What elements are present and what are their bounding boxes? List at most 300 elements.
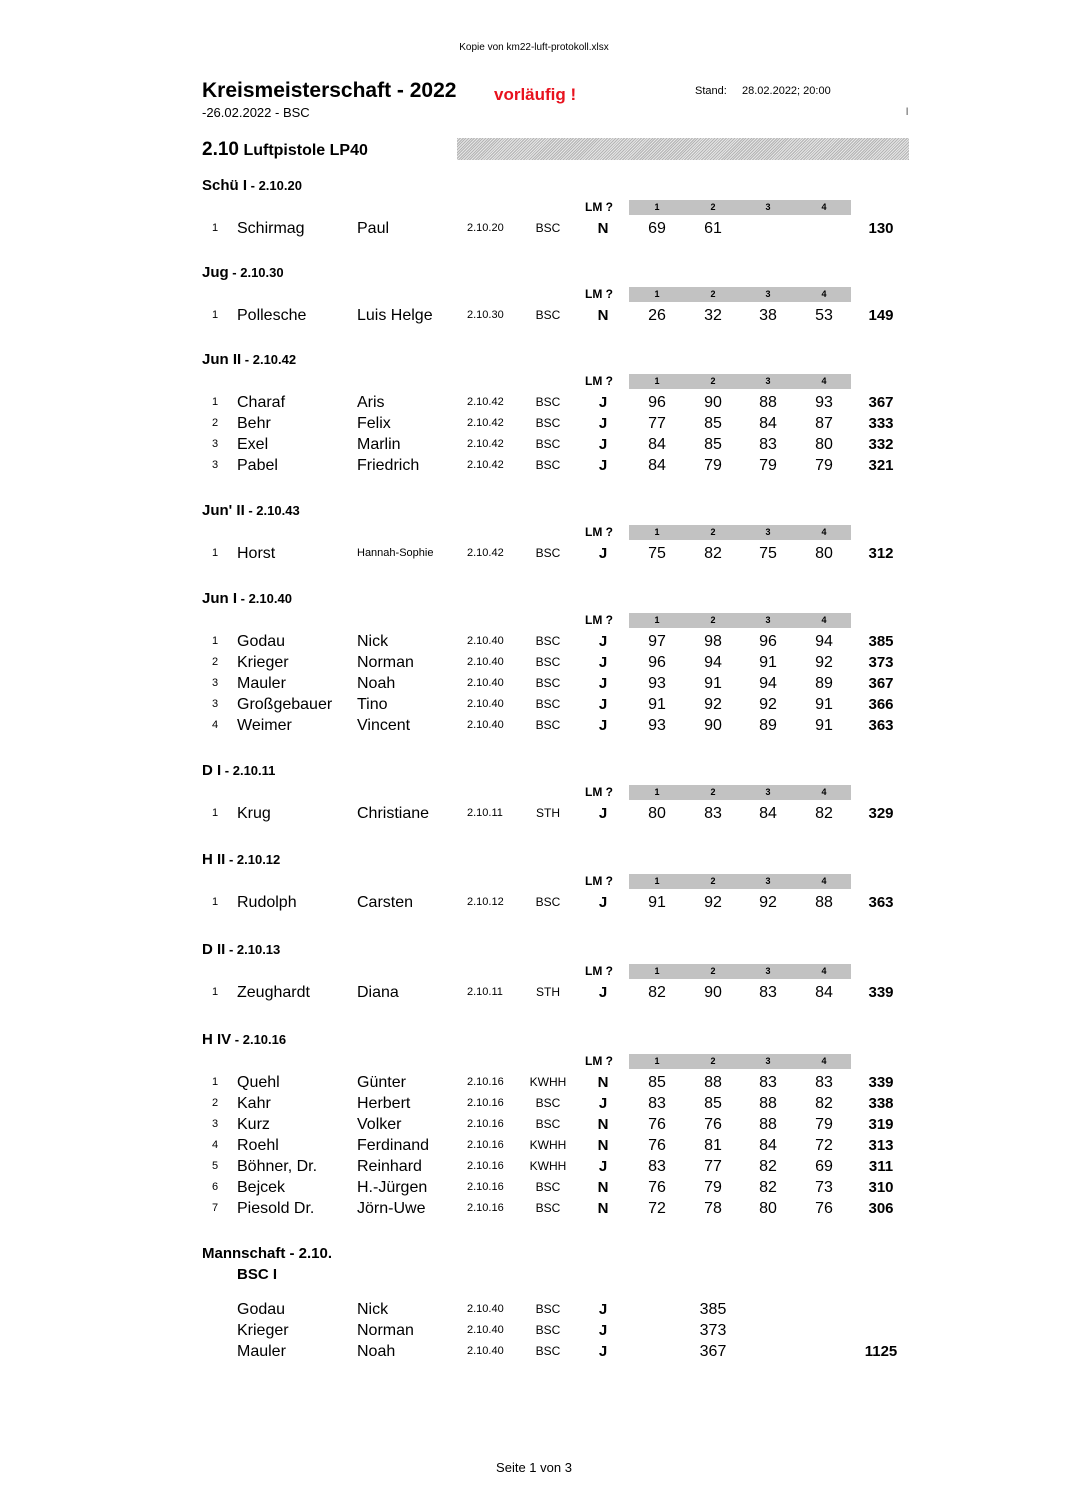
first-name-cell: Aris (357, 394, 385, 411)
first-name-cell: Luis Helge (357, 307, 433, 324)
table-row (0, 392, 1068, 413)
club-cell: KWHH (529, 1138, 567, 1152)
series-score-cell: 91 (815, 717, 833, 734)
lm-header: LM ? (585, 964, 613, 978)
class-cell: 2.10.20 (467, 222, 504, 234)
class-cell: 2.10.16 (467, 1097, 504, 1109)
class-cell: 2.10.42 (467, 547, 504, 559)
rank-cell: 1 (212, 896, 219, 908)
total-cell: 321 (868, 457, 894, 474)
lm-cell: N (597, 1179, 609, 1196)
rank-cell: 1 (212, 986, 219, 998)
lm-header: LM ? (585, 374, 613, 388)
first-name-cell: Norman (357, 654, 414, 671)
group-title (202, 590, 292, 607)
table-row (0, 305, 1068, 326)
series-score-cell: 89 (815, 675, 833, 692)
series-score-cell: 76 (648, 1179, 666, 1196)
series-score-cell: 92 (815, 654, 833, 671)
lm-cell: J (598, 984, 608, 1001)
series-score-cell: 85 (704, 415, 722, 432)
lm-cell: N (597, 220, 609, 237)
lm-cell: N (597, 307, 609, 324)
series-header: 1 (654, 527, 660, 537)
series-score-cell: 91 (815, 696, 833, 713)
last-name-cell: Exel (237, 436, 269, 453)
series-score-cell: 82 (704, 545, 722, 562)
last-name-cell: Zeughardt (237, 984, 310, 1001)
series-score-cell: 79 (704, 457, 722, 474)
table-row (0, 413, 1068, 434)
lm-cell: J (598, 1158, 608, 1175)
lm-cell: J (598, 894, 608, 911)
preliminary-badge: vorläufig ! (494, 85, 577, 104)
series-score-cell: 69 (815, 1158, 833, 1175)
series-score-cell: 79 (759, 457, 777, 474)
first-name-cell: Diana (357, 984, 399, 1001)
series-header: 3 (765, 289, 771, 299)
file-name: Kopie von km22-luft-protokoll.xlsx (459, 42, 609, 53)
class-cell: 2.10.42 (467, 438, 504, 450)
last-name-cell: Pabel (237, 457, 278, 474)
series-header: 2 (710, 787, 716, 797)
series-score-cell: 76 (815, 1200, 833, 1217)
team-last-name: Godau (237, 1301, 286, 1318)
series-score-cell: 82 (759, 1158, 777, 1175)
rank-cell: 2 (212, 1097, 219, 1109)
rank-cell: 3 (212, 677, 219, 689)
total-cell: 306 (868, 1200, 894, 1217)
club-cell: BSC (535, 655, 561, 669)
group-code: - 2.10.13 (225, 942, 281, 957)
group-code: - 2.10.12 (225, 852, 281, 867)
table-row (0, 1177, 1068, 1198)
club-cell: BSC (535, 895, 561, 909)
series-score-cell: 80 (815, 545, 833, 562)
group-code: - 2.10.11 (221, 763, 276, 778)
last-name-cell: Krug (237, 805, 271, 822)
last-name-cell: Weimer (237, 717, 292, 734)
lm-cell: J (598, 717, 608, 734)
group-name: Schü I (202, 177, 248, 194)
table-row (0, 673, 1068, 694)
table-row (0, 1114, 1068, 1135)
series-score-cell: 82 (648, 984, 666, 1001)
rank-cell: 1 (212, 396, 219, 408)
lm-header: LM ? (585, 525, 613, 539)
series-score-cell: 76 (648, 1137, 666, 1154)
series-score-cell: 80 (815, 436, 833, 453)
series-score-cell: 85 (648, 1074, 666, 1091)
rank-cell: 5 (212, 1160, 219, 1172)
last-name-cell: Böhner, Dr. (237, 1158, 318, 1175)
table-row (0, 715, 1068, 736)
series-score-cell: 79 (704, 1179, 722, 1196)
series-score-cell: 93 (648, 717, 666, 734)
series-score-cell: 38 (759, 307, 777, 324)
series-score-cell: 80 (648, 805, 666, 822)
club-cell: BSC (535, 458, 561, 472)
series-score-cell: 92 (704, 696, 722, 713)
lm-cell: N (597, 1137, 609, 1154)
team-club: BSC (535, 1344, 561, 1358)
group-title (202, 177, 302, 194)
lm-header: LM ? (585, 287, 613, 301)
series-header: 1 (654, 966, 660, 976)
table-row (0, 1156, 1068, 1177)
team-first-name: Nick (357, 1301, 389, 1318)
total-cell: 333 (868, 415, 894, 432)
series-score-cell: 69 (648, 220, 666, 237)
club-cell: BSC (535, 395, 561, 409)
class-cell: 2.10.40 (467, 656, 504, 668)
group-title (202, 1031, 286, 1048)
group-code: - 2.10.30 (228, 265, 284, 280)
rank-cell: 1 (212, 309, 219, 321)
lm-cell: J (598, 545, 608, 562)
series-score-cell: 76 (648, 1116, 666, 1133)
first-name-cell: Paul (357, 220, 390, 237)
series-score-cell: 91 (759, 654, 777, 671)
last-name-cell: Godau (237, 633, 286, 650)
first-name-cell: Jörn-Uwe (357, 1200, 426, 1217)
series-score-cell: 92 (704, 894, 722, 911)
series-score-cell: 88 (759, 394, 777, 411)
series-score-cell: 90 (704, 394, 722, 411)
club-cell: BSC (535, 416, 561, 430)
series-header: 2 (710, 202, 716, 212)
first-name-cell: Herbert (357, 1095, 411, 1112)
group-name: Jug (202, 264, 229, 281)
first-name-cell: Nick (357, 633, 389, 650)
series-header: 4 (821, 966, 827, 976)
club-cell: BSC (535, 308, 561, 322)
team-club: BSC (535, 1323, 561, 1337)
lm-header: LM ? (585, 200, 613, 214)
page-title: Kreismeisterschaft - 2022 (202, 79, 457, 102)
table-row (0, 1135, 1068, 1156)
series-score-cell: 83 (815, 1074, 833, 1091)
edge-mark: l (906, 107, 909, 118)
first-name-cell: Günter (357, 1074, 406, 1091)
lm-cell: J (598, 696, 608, 713)
series-header: 4 (821, 787, 827, 797)
series-header: 2 (710, 1056, 716, 1066)
lm-cell: N (597, 1116, 609, 1133)
discipline-number: 2.10 (202, 139, 239, 160)
series-score-cell: 79 (815, 1116, 833, 1133)
series-score-cell: 26 (648, 307, 666, 324)
last-name-cell: Piesold Dr. (237, 1200, 315, 1217)
first-name-cell: Tino (357, 696, 388, 713)
series-score-cell: 72 (648, 1200, 666, 1217)
last-name-cell: Rudolph (237, 894, 297, 911)
series-score-cell: 76 (704, 1116, 722, 1133)
rank-cell: 1 (212, 222, 219, 234)
group-name: D II (202, 941, 226, 958)
series-score-cell: 82 (759, 1179, 777, 1196)
team-lm: J (598, 1301, 608, 1318)
series-header: 1 (654, 1056, 660, 1066)
group-name: H II (202, 851, 226, 868)
series-score-cell: 75 (759, 545, 777, 562)
last-name-cell: Bejcek (237, 1179, 286, 1196)
team-score: 367 (699, 1343, 727, 1360)
series-score-cell: 83 (759, 1074, 777, 1091)
team-club: BSC (535, 1302, 561, 1316)
table-row (0, 803, 1068, 824)
series-score-cell: 88 (815, 894, 833, 911)
class-cell: 2.10.42 (467, 396, 504, 408)
series-score-cell: 84 (815, 984, 833, 1001)
discipline-name: Luftpistole LP40 (243, 142, 368, 159)
total-cell: 339 (868, 1074, 894, 1091)
series-score-cell: 85 (704, 436, 722, 453)
last-name-cell: Kurz (237, 1116, 270, 1133)
club-cell: BSC (535, 1096, 561, 1110)
series-header: 3 (765, 615, 771, 625)
lm-cell: J (598, 805, 608, 822)
series-score-cell: 91 (648, 696, 666, 713)
last-name-cell: Schirmag (237, 220, 305, 237)
series-score-cell: 53 (815, 307, 833, 324)
first-name-cell: Friedrich (357, 457, 420, 474)
group-code: - 2.10.43 (244, 503, 300, 518)
series-header: 3 (765, 1056, 771, 1066)
club-cell: BSC (535, 676, 561, 690)
rank-cell: 6 (212, 1181, 219, 1193)
lm-cell: N (597, 1074, 609, 1091)
series-score-cell: 61 (704, 220, 722, 237)
series-score-cell: 72 (815, 1137, 833, 1154)
club-cell: STH (536, 985, 560, 999)
group-title (202, 851, 280, 868)
group-name: Jun II (202, 351, 242, 368)
page-footer: Seite 1 von 3 (496, 1460, 572, 1475)
rank-cell: 3 (212, 698, 219, 710)
series-header: 2 (710, 615, 716, 625)
club-cell: KWHH (529, 1075, 567, 1089)
class-cell: 2.10.16 (467, 1139, 504, 1151)
stand-value: 28.02.2022; 20:00 (742, 85, 831, 97)
total-cell: 329 (868, 805, 894, 822)
rank-cell: 2 (212, 417, 219, 429)
team-total: 1125 (864, 1343, 898, 1360)
table-row (0, 982, 1068, 1003)
class-cell: 2.10.40 (467, 698, 504, 710)
lm-header: LM ? (585, 785, 613, 799)
first-name-cell: Hannah-Sophie (357, 547, 434, 559)
hatched-banner (457, 138, 909, 160)
class-cell: 2.10.30 (467, 309, 504, 321)
series-header: 1 (654, 787, 660, 797)
group-title (202, 502, 300, 519)
series-score-cell: 96 (648, 654, 666, 671)
lm-cell: J (598, 415, 608, 432)
series-score-cell: 94 (759, 675, 777, 692)
class-cell: 2.10.40 (467, 719, 504, 731)
class-cell: 2.10.11 (467, 986, 503, 998)
series-score-cell: 96 (759, 633, 777, 650)
series-score-cell: 73 (815, 1179, 833, 1196)
class-cell: 2.10.42 (467, 417, 504, 429)
lm-cell: J (598, 394, 608, 411)
series-score-cell: 94 (704, 654, 722, 671)
series-score-cell: 88 (704, 1074, 722, 1091)
series-score-cell: 98 (704, 633, 722, 650)
last-name-cell: Kahr (237, 1095, 271, 1112)
series-score-cell: 91 (648, 894, 666, 911)
series-score-cell: 84 (759, 1137, 777, 1154)
series-score-cell: 87 (815, 415, 833, 432)
last-name-cell: Großgebauer (237, 696, 333, 713)
series-score-cell: 32 (704, 307, 722, 324)
series-header: 2 (710, 966, 716, 976)
total-cell: 363 (868, 717, 894, 734)
total-cell: 367 (868, 394, 894, 411)
table-row (0, 1093, 1068, 1114)
series-header: 4 (821, 615, 827, 625)
table-row (0, 892, 1068, 913)
series-score-cell: 79 (815, 457, 833, 474)
group-name: Jun I (202, 590, 238, 607)
table-row (0, 543, 1068, 564)
last-name-cell: Charaf (237, 394, 286, 411)
table-row (0, 218, 1068, 239)
series-header: 2 (710, 876, 716, 886)
team-lm: J (598, 1343, 608, 1360)
last-name-cell: Quehl (237, 1074, 280, 1091)
lm-cell: J (598, 457, 608, 474)
series-score-cell: 96 (648, 394, 666, 411)
club-cell: BSC (535, 221, 561, 235)
lm-cell: J (598, 654, 608, 671)
series-header: 4 (821, 202, 827, 212)
series-score-cell: 82 (815, 1095, 833, 1112)
total-cell: 363 (868, 894, 894, 911)
series-score-cell: 93 (815, 394, 833, 411)
series-score-cell: 91 (704, 675, 722, 692)
total-cell: 338 (868, 1095, 894, 1112)
last-name-cell: Mauler (237, 675, 286, 692)
team-score: 385 (699, 1301, 727, 1318)
series-header: 4 (821, 1056, 827, 1066)
series-header: 4 (821, 876, 827, 886)
total-cell: 332 (868, 436, 894, 453)
rank-cell: 7 (212, 1202, 219, 1214)
rank-cell: 1 (212, 807, 219, 819)
club-cell: BSC (535, 546, 561, 560)
total-cell: 130 (868, 220, 894, 237)
table-row (0, 434, 1068, 455)
series-score-cell: 90 (704, 717, 722, 734)
series-score-cell: 85 (704, 1095, 722, 1112)
group-name: D I (202, 762, 222, 779)
series-header: 3 (765, 787, 771, 797)
team-class: 2.10.40 (467, 1345, 504, 1357)
class-cell: 2.10.16 (467, 1076, 504, 1088)
series-score-cell: 97 (648, 633, 666, 650)
group-code: - 2.10.40 (237, 591, 292, 606)
class-cell: 2.10.16 (467, 1181, 504, 1193)
club-cell: BSC (535, 718, 561, 732)
lm-cell: J (598, 675, 608, 692)
discipline-heading (202, 139, 368, 161)
table-row (0, 1198, 1068, 1219)
stand-label: Stand: (695, 85, 727, 97)
group-code: - 2.10.20 (247, 178, 302, 193)
series-header: 2 (710, 289, 716, 299)
series-score-cell: 80 (759, 1200, 777, 1217)
series-score-cell: 94 (815, 633, 833, 650)
series-header: 1 (654, 289, 660, 299)
series-score-cell: 84 (759, 415, 777, 432)
series-score-cell: 83 (759, 984, 777, 1001)
series-header: 1 (654, 615, 660, 625)
lm-cell: N (597, 1200, 609, 1217)
series-score-cell: 83 (704, 805, 722, 822)
club-cell: BSC (535, 1117, 561, 1131)
team-row (0, 1320, 1068, 1341)
last-name-cell: Krieger (237, 654, 289, 671)
total-cell: 313 (868, 1137, 894, 1154)
rank-cell: 1 (212, 547, 219, 559)
club-cell: KWHH (529, 1159, 567, 1173)
table-row (0, 694, 1068, 715)
team-last-name: Krieger (237, 1322, 289, 1339)
group-name: Jun' II (202, 502, 245, 519)
last-name-cell: Behr (237, 415, 271, 432)
first-name-cell: Noah (357, 675, 396, 692)
class-cell: 2.10.40 (467, 677, 504, 689)
series-header: 4 (821, 376, 827, 386)
series-score-cell: 75 (648, 545, 666, 562)
table-row (0, 631, 1068, 652)
team-lm: J (598, 1322, 608, 1339)
class-cell: 2.10.16 (467, 1160, 504, 1172)
total-cell: 312 (868, 545, 894, 562)
class-cell: 2.10.11 (467, 807, 503, 819)
total-cell: 149 (868, 307, 894, 324)
rank-cell: 4 (212, 719, 219, 731)
series-score-cell: 81 (704, 1137, 722, 1154)
series-header: 3 (765, 527, 771, 537)
series-score-cell: 84 (648, 457, 666, 474)
series-score-cell: 92 (759, 894, 777, 911)
class-cell: 2.10.40 (467, 635, 504, 647)
series-score-cell: 92 (759, 696, 777, 713)
table-row (0, 1072, 1068, 1093)
total-cell: 339 (868, 984, 894, 1001)
last-name-cell: Roehl (237, 1137, 279, 1154)
team-first-name: Noah (357, 1343, 396, 1360)
class-cell: 2.10.16 (467, 1202, 504, 1214)
series-score-cell: 93 (648, 675, 666, 692)
series-header: 1 (654, 202, 660, 212)
team-row (0, 1299, 1068, 1320)
team-last-name: Mauler (237, 1343, 286, 1360)
group-name: H IV (202, 1031, 232, 1048)
last-name-cell: Pollesche (237, 307, 307, 324)
total-cell: 373 (868, 654, 894, 671)
series-header: 2 (710, 376, 716, 386)
team-row (0, 1341, 1068, 1362)
series-score-cell: 88 (759, 1095, 777, 1112)
first-name-cell: H.-Jürgen (357, 1179, 428, 1196)
club-cell: BSC (535, 634, 561, 648)
rank-cell: 1 (212, 1076, 219, 1088)
first-name-cell: Vincent (357, 717, 411, 734)
